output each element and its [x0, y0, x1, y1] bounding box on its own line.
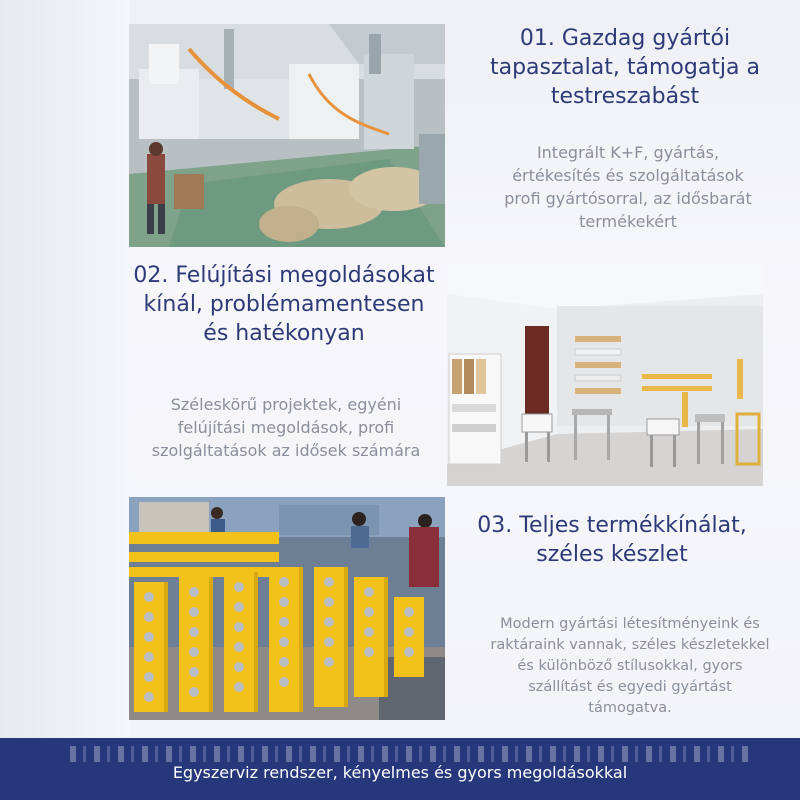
desc-line: profi gyártósorral, az idősbarát — [504, 189, 752, 208]
desc-line: Modern gyártási létesítményeink és — [500, 616, 760, 632]
title-line: 01. Gazdag gyártói — [519, 26, 731, 51]
desc-line: Integrált K+F, gyártás, — [536, 143, 720, 162]
factory-machines-photo — [129, 24, 445, 247]
section-1-description — [468, 141, 788, 233]
desc-line: Széleskörű projektek, egyéni — [170, 395, 402, 414]
left-fade — [0, 0, 130, 738]
title-line: és hatékonyan — [203, 321, 365, 346]
section-3-description — [470, 614, 790, 719]
desc-line: termékekért — [579, 212, 677, 231]
title-line: 03. Teljes termékkínálat, — [477, 513, 747, 538]
footer-text: Egyszerviz rendszer, kényelmes és gyors megoldásokkal — [172, 763, 628, 782]
desc-line: és különböző stílusokkal, gyors — [517, 658, 743, 674]
stacked-rails-photo — [129, 497, 445, 720]
desc-line: raktáraink vannak, széles készletekkel — [490, 637, 770, 653]
desc-line: értékesítés és szolgáltatások — [512, 166, 744, 185]
section-3-title — [462, 511, 762, 569]
section-2-title — [125, 261, 443, 348]
desc-line: felújítási megoldások, profi — [177, 418, 395, 437]
title-line: kínál, problémamentesen — [143, 292, 425, 317]
title-line: testreszabást — [550, 84, 700, 109]
desc-line: támogatva. — [588, 700, 672, 716]
footer-decorative-stripe — [70, 746, 750, 762]
desc-line: szolgáltatások az idősek számára — [151, 441, 421, 460]
title-line: tapasztalat, támogatja a — [489, 55, 760, 80]
showroom-photo — [447, 264, 763, 486]
title-line: széles készlet — [536, 542, 688, 567]
section-2-description — [125, 393, 447, 462]
footer-banner — [0, 738, 800, 800]
title-line: 02. Felújítási megoldásokat — [133, 263, 435, 288]
section-1-title — [465, 24, 785, 111]
desc-line: szállítást és egyedi gyártást — [528, 679, 732, 695]
